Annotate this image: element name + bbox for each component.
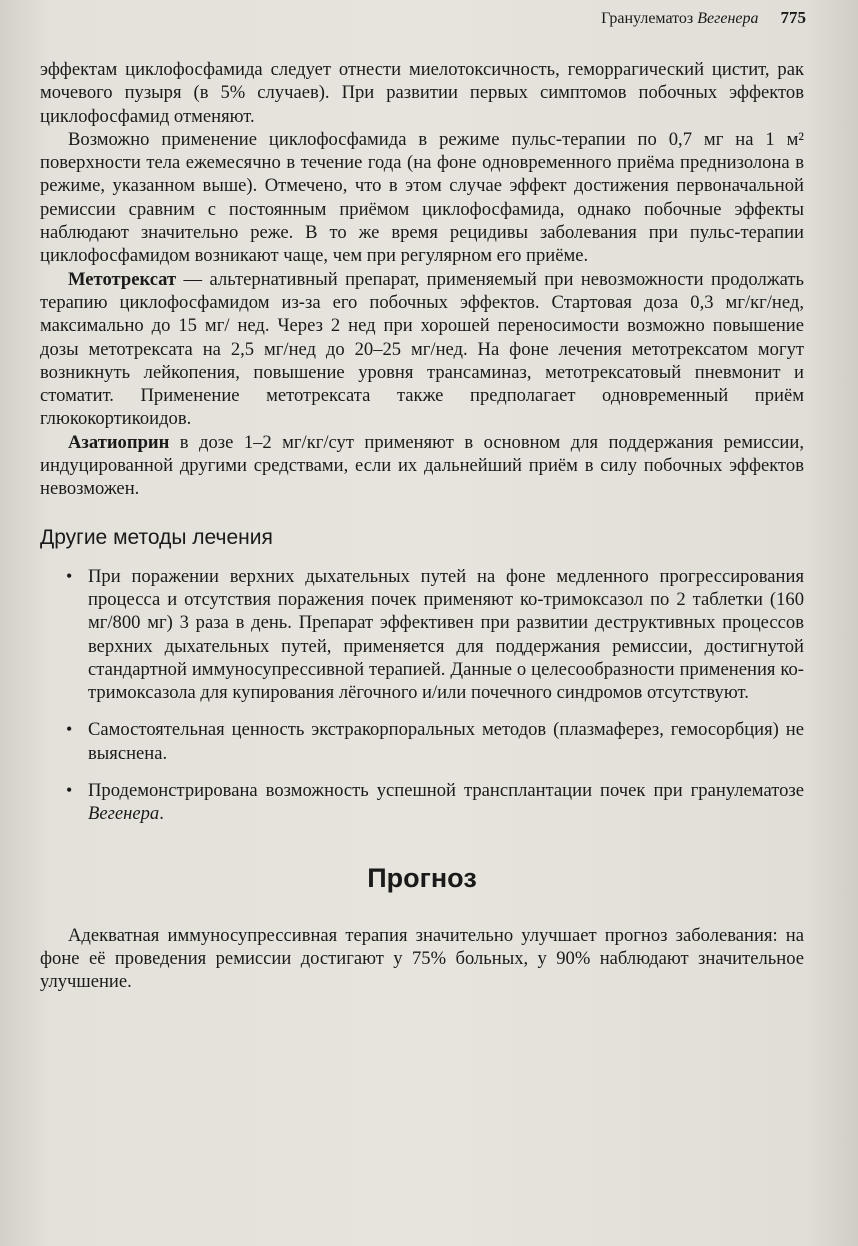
bullet-icon: • [66, 565, 73, 586]
bullet-icon: • [66, 780, 73, 801]
paragraph-methotrexate: Метотрексат — альтернативный препарат, применяемый при невозможности продолжать терапию циклофосфамидом из-за его побочных эффектов. Стартовая доза 0,3 мг/кг/нед, максимально до 15 мг/ нед. Через 2 нед при хорошей переносимости возможно повышение дозы метотрексата на 2,5 мг/нед до 20–25 мг/нед. На фоне лечения метотрексатом могут возникнуть лейкопения, повышение уровня трансаминаз, метотрексатовый пневмонит и стоматит. Применение метотрексата также предполагает одновременный приём глюкокортикоидов. [40, 268, 804, 430]
term-methotrexate: Метотрексат [68, 268, 177, 290]
list-item: • При поражении верхних дыхательных путей на фоне медленного прогрессирования процесса и отсутствия поражения почек применяют ко-тримоксазол по 2 таблетки (160 мг/800 мг) 3 раза в день. Препарат эффективен при развитии деструктивных процессов верхних дыхательных путей, применяется для поддержания ремиссии, достигнутой стандартной иммуносупрессивной терапией. Данные о целесообразности применения ко-тримоксазола для купирования лёгочного и/или почечного синдромов отсутствуют. [66, 565, 804, 704]
page-number: 775 [780, 8, 806, 27]
running-header [601, 8, 806, 28]
section-heading-other-methods: Другие методы лечения [40, 525, 273, 549]
paragraph-azathioprine: Азатиоприн в дозе 1–2 мг/кг/сут применяют в основном для поддержания ремиссии, индуцированной другими средствами, если их дальнейший приём в силу побочных эффектов невозможен. [40, 431, 804, 500]
paragraph-pulse-therapy: Возможно применение циклофосфамида в режиме пульс-терапии по 0,7 мг на 1 м² поверхности тела ежемесячно в течение года (на фоне одновременного приёма преднизолона в режиме, указанном выше). Отмечено, что в этом случае эффект достижения первоначальной ремиссии сравним с постоянным приёмом циклофосфамида, однако побочные эффекты наблюдают значительно реже. В то же время рецидивы заболевания при пульс-терапии циклофосфамидом возникают чаще, чем при регулярном его приёме. [40, 128, 804, 267]
section-heading-prognosis: Прогноз [367, 862, 477, 893]
bullet-icon: • [66, 719, 73, 740]
list-item: • Самостоятельная ценность экстракорпоральных методов (плазмаферез, гемосорбция) не выяснена. [66, 719, 804, 764]
list-item: • Продемонстрирована возможность успешной трансплантации почек при гранулематозе Вегенера. [66, 780, 804, 825]
other-methods-list [40, 565, 804, 826]
paragraph-prognosis: Адекватная иммуносупрессивная терапия значительно улучшает прогноз заболевания: на фоне её проведения ремиссии достигают у 75% больных, у 90% наблюдают значительное улучшение. [40, 924, 804, 993]
main-text [40, 58, 804, 994]
running-title: Гранулематоз Вегенера [601, 10, 759, 27]
paragraph-cyclophosphamide-side-effects: эффектам циклофосфамида следует отнести миелотоксичность, геморрагический цистит, рак мочевого пузыря (в 5% случаев). При развитии первых симптомов побочных эффектов циклофосфамид отменяют. [40, 59, 804, 127]
term-azathioprine: Азатиоприн [68, 431, 170, 453]
